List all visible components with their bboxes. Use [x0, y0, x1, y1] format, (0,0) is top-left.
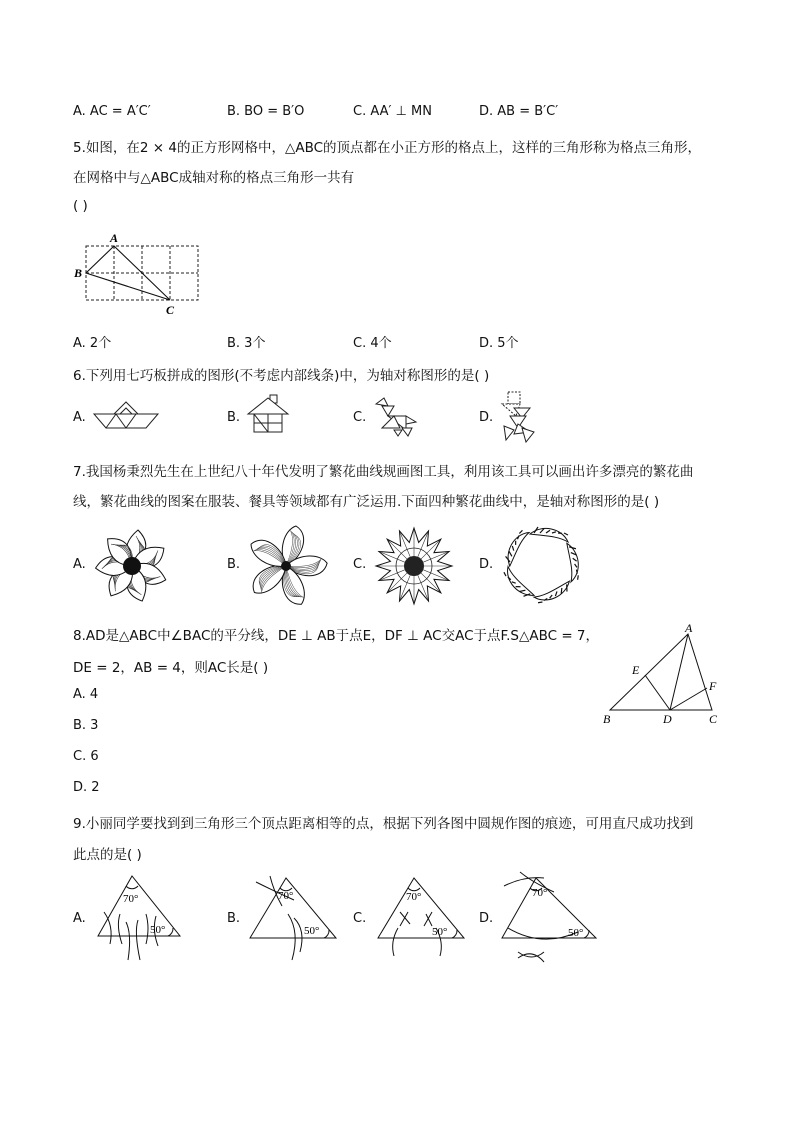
q9-triangle-b	[246, 872, 342, 964]
q7-option-c: C.	[353, 557, 367, 572]
q7-stem-line2: 线，繁花曲线的图案在服装、餐具等领域都有广泛运用.下面四种繁花曲线中，是轴对称图形的是( )	[73, 494, 660, 510]
q9d-angle-top: 70°	[532, 887, 548, 899]
q9-option-b: B.	[227, 911, 241, 926]
q6-option-c: C.	[353, 410, 367, 425]
q5-option-c: C. 4个	[353, 336, 392, 351]
q5-label-b: B	[74, 266, 83, 280]
q6-stem-line1: 6.下列用七巧板拼成的图形(不考虑内部线条)中，为轴对称图形的是( )	[73, 368, 490, 384]
q5-option-b: B. 3个	[227, 336, 266, 351]
q8-label-b: B	[603, 712, 611, 726]
q5-grid-figure	[70, 228, 210, 320]
q9c-angle-top: 70°	[406, 891, 422, 903]
q8-option-b: B. 3	[73, 718, 99, 733]
q8-label-f: F	[709, 679, 717, 693]
q8-label-d: D	[663, 712, 672, 726]
q6-tangram-house	[244, 392, 294, 438]
q7-flower-b	[244, 524, 328, 608]
q7-flower-a	[92, 526, 172, 606]
q5-option-a: A. 2个	[73, 336, 112, 351]
q7-flower-c	[372, 524, 456, 608]
q4-option-c: C. AA′ ⊥ MN	[353, 104, 432, 119]
q4-option-d: D. AB = B′C′	[479, 104, 559, 119]
q9a-angle-right: 50°	[150, 924, 166, 936]
q9-triangle-d	[498, 866, 602, 970]
q9b-angle-right: 50°	[304, 925, 320, 937]
q5-answer-bracket: ( )	[73, 198, 88, 214]
q9-option-d: D.	[479, 911, 494, 926]
q5-label-a: A	[110, 231, 119, 245]
q9-stem-line1: 9.小丽同学要找到到三角形三个顶点距离相等的点，根据下列各图中圆规作图的痕迹，可用直尺成功找到	[73, 816, 694, 832]
q4-option-a: A. AC = A′C′	[73, 104, 151, 119]
q9-option-c: C.	[353, 911, 367, 926]
q9-triangle-c	[374, 872, 470, 964]
q6-tangram-bird	[372, 394, 420, 440]
q6-option-b: B.	[227, 410, 241, 425]
q8-option-a: A. 4	[73, 687, 99, 702]
q9c-angle-right: 50°	[432, 926, 448, 938]
q5-label-c: C	[166, 303, 175, 317]
q8-stem-line2: DE = 2，AB = 4，则AC长是( )	[73, 660, 269, 676]
q8-stem-line1: 8.AD是△ABC中∠BAC的平分线，DE ⊥ AB于点E，DF ⊥ AC交AC于点F.S△ABC = 7，	[73, 628, 600, 644]
q9-stem-line2: 此点的是( )	[73, 847, 142, 863]
q9-option-a: A.	[73, 911, 86, 926]
q8-option-c: C. 6	[73, 749, 99, 764]
q9a-angle-top: 70°	[123, 893, 139, 905]
q6-option-a: A.	[73, 410, 86, 425]
q8-triangle-figure	[598, 622, 728, 726]
q7-flower-d	[500, 522, 584, 606]
q7-option-b: B.	[227, 557, 241, 572]
q9-triangle-a	[94, 872, 186, 964]
q8-label-e: E	[632, 663, 640, 677]
q8-label-c: C	[709, 712, 718, 726]
q7-option-a: A.	[73, 557, 86, 572]
q6-tangram-boat	[92, 396, 162, 436]
q7-stem-line1: 7.我国杨秉烈先生在上世纪八十年代发明了繁花曲线规画图工具，利用该工具可以画出许多漂亮的繁花曲	[73, 464, 694, 480]
q4-option-b: B. BO = B′O	[227, 104, 305, 119]
q8-option-d: D. 2	[73, 780, 100, 795]
q9b-angle-top: 70°	[278, 890, 294, 902]
q9d-angle-right: 50°	[568, 927, 584, 939]
q5-stem-line1: 5.如图，在2 × 4的正方形网格中，△ABC的顶点都在小正方形的格点上，这样的三角形称为格点三角形，	[73, 140, 702, 156]
q5-option-d: D. 5个	[479, 336, 519, 351]
q5-stem-line2: 在网格中与△ABC成轴对称的格点三角形一共有	[73, 170, 355, 186]
q6-option-d: D.	[479, 410, 494, 425]
q6-tangram-figure	[496, 388, 540, 444]
q8-label-a: A	[685, 621, 693, 635]
q7-option-d: D.	[479, 557, 494, 572]
